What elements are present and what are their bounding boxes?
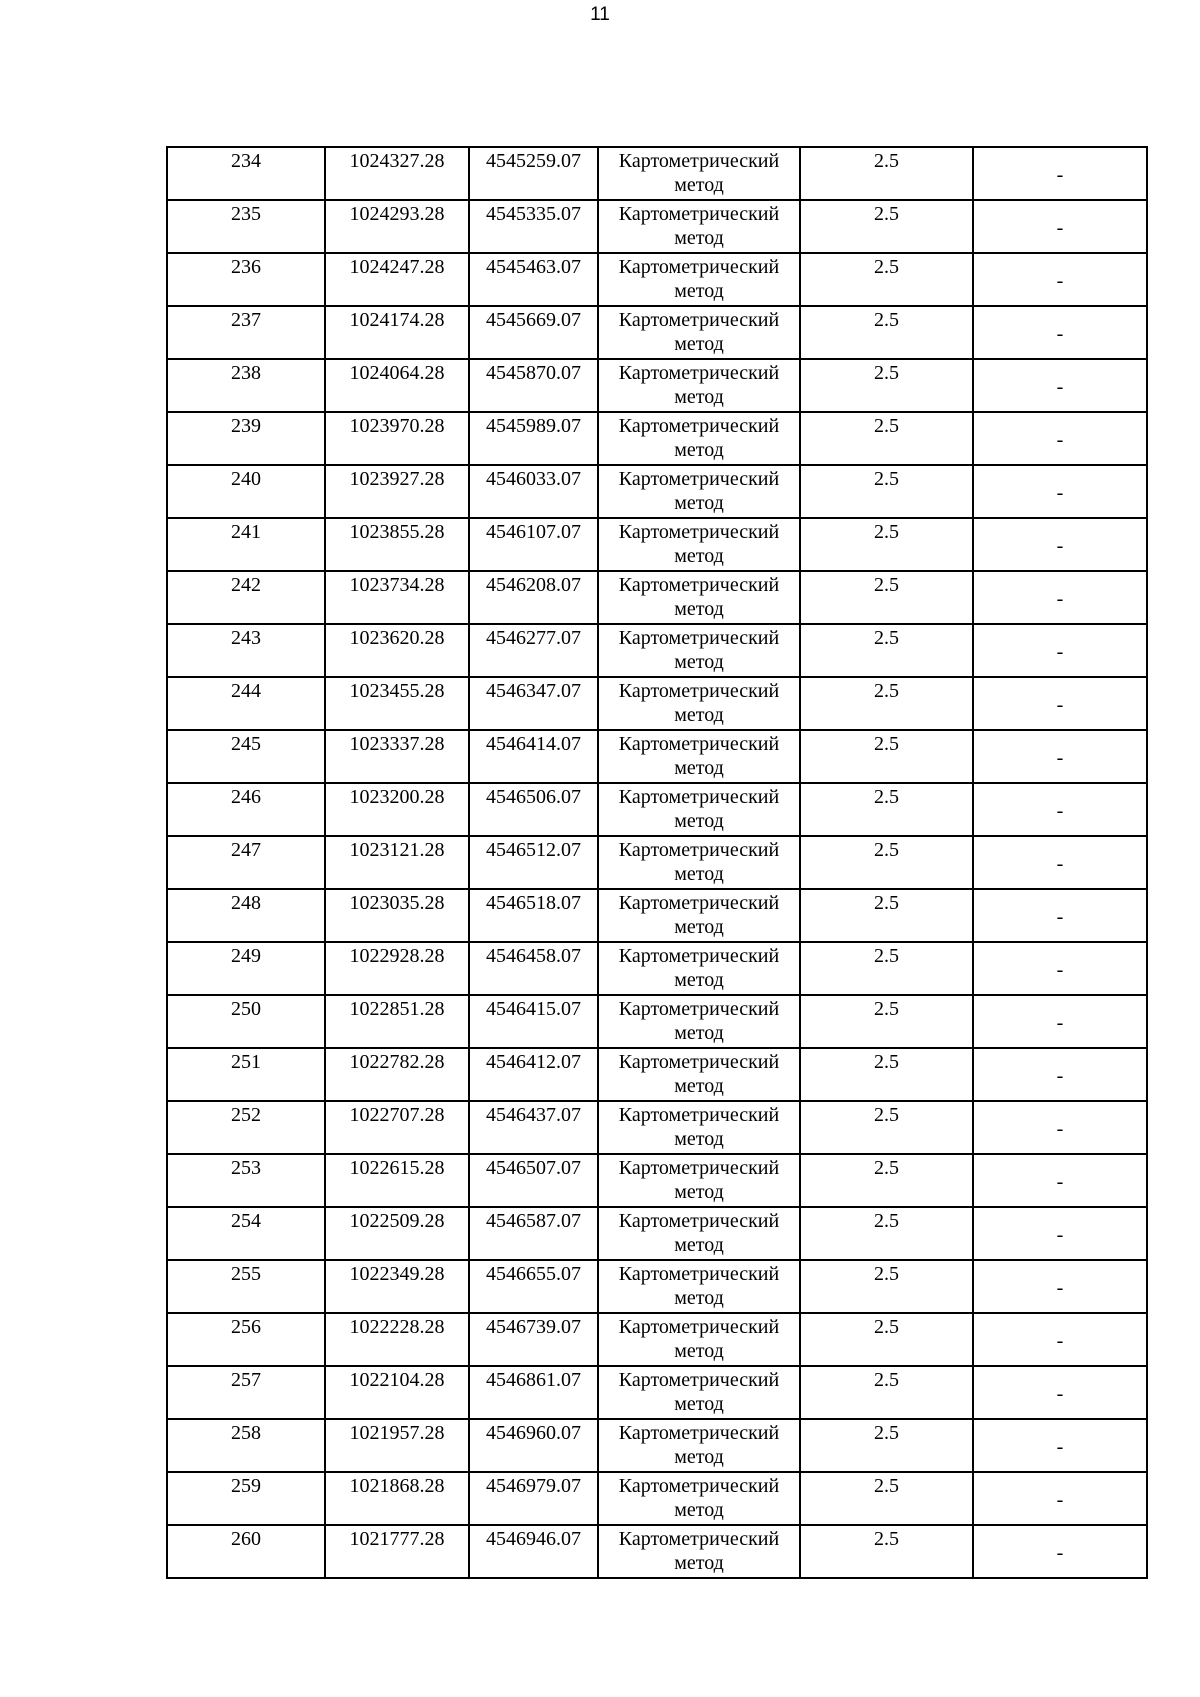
note-cell: -: [973, 1525, 1147, 1578]
note-cell: -: [973, 1313, 1147, 1366]
accuracy-cell: 2.5: [800, 677, 973, 730]
x-coordinate-cell: 1022851.28: [325, 995, 469, 1048]
method-cell: Картометрический метод: [598, 1101, 800, 1154]
point-number-cell: 239: [167, 412, 325, 465]
note-cell: -: [973, 1207, 1147, 1260]
x-coordinate-cell: 1022707.28: [325, 1101, 469, 1154]
point-number-cell: 252: [167, 1101, 325, 1154]
accuracy-cell: 2.5: [800, 1260, 973, 1313]
table-row: [167, 571, 1147, 624]
table-row: [167, 518, 1147, 571]
point-number-cell: 236: [167, 253, 325, 306]
point-number-cell: 240: [167, 465, 325, 518]
note-cell: -: [973, 677, 1147, 730]
table-row: [167, 995, 1147, 1048]
point-number-cell: 235: [167, 200, 325, 253]
point-number-cell: 257: [167, 1366, 325, 1419]
method-cell: Картометрический метод: [598, 677, 800, 730]
method-cell: Картометрический метод: [598, 942, 800, 995]
accuracy-cell: 2.5: [800, 1419, 973, 1472]
method-cell: Картометрический метод: [598, 359, 800, 412]
note-cell: -: [973, 995, 1147, 1048]
table-row: [167, 730, 1147, 783]
x-coordinate-cell: 1022228.28: [325, 1313, 469, 1366]
note-cell: -: [973, 1419, 1147, 1472]
method-cell: Картометрический метод: [598, 412, 800, 465]
table-row: [167, 1048, 1147, 1101]
point-number-cell: 248: [167, 889, 325, 942]
x-coordinate-cell: 1022928.28: [325, 942, 469, 995]
note-cell: -: [973, 200, 1147, 253]
point-number-cell: 241: [167, 518, 325, 571]
accuracy-cell: 2.5: [800, 1366, 973, 1419]
accuracy-cell: 2.5: [800, 1101, 973, 1154]
x-coordinate-cell: 1024293.28: [325, 200, 469, 253]
table-row: [167, 1207, 1147, 1260]
note-cell: -: [973, 1154, 1147, 1207]
accuracy-cell: 2.5: [800, 836, 973, 889]
x-coordinate-cell: 1023121.28: [325, 836, 469, 889]
point-number-cell: 234: [167, 147, 325, 200]
table-row: [167, 359, 1147, 412]
point-number-cell: 249: [167, 942, 325, 995]
method-cell: Картометрический метод: [598, 1154, 800, 1207]
y-coordinate-cell: 4545989.07: [469, 412, 598, 465]
point-number-cell: 251: [167, 1048, 325, 1101]
note-cell: -: [973, 359, 1147, 412]
method-cell: Картометрический метод: [598, 465, 800, 518]
method-cell: Картометрический метод: [598, 147, 800, 200]
method-cell: Картометрический метод: [598, 253, 800, 306]
table-row: [167, 1366, 1147, 1419]
note-cell: -: [973, 889, 1147, 942]
x-coordinate-cell: 1024064.28: [325, 359, 469, 412]
accuracy-cell: 2.5: [800, 1207, 973, 1260]
point-number-cell: 237: [167, 306, 325, 359]
y-coordinate-cell: 4546458.07: [469, 942, 598, 995]
x-coordinate-cell: 1021777.28: [325, 1525, 469, 1578]
accuracy-cell: 2.5: [800, 465, 973, 518]
note-cell: -: [973, 253, 1147, 306]
y-coordinate-cell: 4546277.07: [469, 624, 598, 677]
method-cell: Картометрический метод: [598, 1366, 800, 1419]
page-number: 11: [590, 4, 610, 25]
accuracy-cell: 2.5: [800, 412, 973, 465]
note-cell: -: [973, 783, 1147, 836]
y-coordinate-cell: 4545259.07: [469, 147, 598, 200]
note-cell: -: [973, 465, 1147, 518]
note-cell: -: [973, 412, 1147, 465]
note-cell: -: [973, 942, 1147, 995]
point-number-cell: 255: [167, 1260, 325, 1313]
y-coordinate-cell: 4546347.07: [469, 677, 598, 730]
note-cell: -: [973, 518, 1147, 571]
y-coordinate-cell: 4546208.07: [469, 571, 598, 624]
method-cell: Картометрический метод: [598, 730, 800, 783]
x-coordinate-cell: 1024247.28: [325, 253, 469, 306]
y-coordinate-cell: 4545463.07: [469, 253, 598, 306]
method-cell: Картометрический метод: [598, 836, 800, 889]
accuracy-cell: 2.5: [800, 995, 973, 1048]
note-cell: -: [973, 306, 1147, 359]
y-coordinate-cell: 4546861.07: [469, 1366, 598, 1419]
y-coordinate-cell: 4546414.07: [469, 730, 598, 783]
method-cell: Картометрический метод: [598, 1313, 800, 1366]
x-coordinate-cell: 1021957.28: [325, 1419, 469, 1472]
table-row: [167, 465, 1147, 518]
accuracy-cell: 2.5: [800, 253, 973, 306]
coordinates-table: [166, 146, 1148, 1579]
point-number-cell: 247: [167, 836, 325, 889]
accuracy-cell: 2.5: [800, 1154, 973, 1207]
method-cell: Картометрический метод: [598, 1260, 800, 1313]
y-coordinate-cell: 4546587.07: [469, 1207, 598, 1260]
table-row: [167, 1101, 1147, 1154]
note-cell: -: [973, 571, 1147, 624]
x-coordinate-cell: 1021868.28: [325, 1472, 469, 1525]
note-cell: -: [973, 147, 1147, 200]
y-coordinate-cell: 4546739.07: [469, 1313, 598, 1366]
x-coordinate-cell: 1023200.28: [325, 783, 469, 836]
table-row: [167, 1313, 1147, 1366]
x-coordinate-cell: 1022615.28: [325, 1154, 469, 1207]
note-cell: -: [973, 1101, 1147, 1154]
point-number-cell: 243: [167, 624, 325, 677]
method-cell: Картометрический метод: [598, 783, 800, 836]
table-row: [167, 783, 1147, 836]
method-cell: Картометрический метод: [598, 1419, 800, 1472]
x-coordinate-cell: 1022509.28: [325, 1207, 469, 1260]
method-cell: Картометрический метод: [598, 889, 800, 942]
x-coordinate-cell: 1024174.28: [325, 306, 469, 359]
x-coordinate-cell: 1022104.28: [325, 1366, 469, 1419]
accuracy-cell: 2.5: [800, 889, 973, 942]
point-number-cell: 256: [167, 1313, 325, 1366]
y-coordinate-cell: 4546033.07: [469, 465, 598, 518]
y-coordinate-cell: 4546518.07: [469, 889, 598, 942]
x-coordinate-cell: 1022782.28: [325, 1048, 469, 1101]
accuracy-cell: 2.5: [800, 518, 973, 571]
x-coordinate-cell: 1023337.28: [325, 730, 469, 783]
method-cell: Картометрический метод: [598, 306, 800, 359]
y-coordinate-cell: 4546107.07: [469, 518, 598, 571]
y-coordinate-cell: 4546512.07: [469, 836, 598, 889]
point-number-cell: 260: [167, 1525, 325, 1578]
method-cell: Картометрический метод: [598, 1525, 800, 1578]
accuracy-cell: 2.5: [800, 624, 973, 677]
method-cell: Картометрический метод: [598, 1048, 800, 1101]
table-row: [167, 1260, 1147, 1313]
y-coordinate-cell: 4546655.07: [469, 1260, 598, 1313]
accuracy-cell: 2.5: [800, 1313, 973, 1366]
y-coordinate-cell: 4546437.07: [469, 1101, 598, 1154]
point-number-cell: 254: [167, 1207, 325, 1260]
method-cell: Картометрический метод: [598, 518, 800, 571]
accuracy-cell: 2.5: [800, 1048, 973, 1101]
table-row: [167, 1525, 1147, 1578]
y-coordinate-cell: 4546507.07: [469, 1154, 598, 1207]
method-cell: Картометрический метод: [598, 995, 800, 1048]
accuracy-cell: 2.5: [800, 730, 973, 783]
method-cell: Картометрический метод: [598, 1207, 800, 1260]
accuracy-cell: 2.5: [800, 783, 973, 836]
coordinates-table-body: [167, 147, 1147, 1578]
table-row: [167, 942, 1147, 995]
point-number-cell: 259: [167, 1472, 325, 1525]
accuracy-cell: 2.5: [800, 306, 973, 359]
note-cell: -: [973, 1366, 1147, 1419]
note-cell: -: [973, 624, 1147, 677]
x-coordinate-cell: 1024327.28: [325, 147, 469, 200]
y-coordinate-cell: 4546415.07: [469, 995, 598, 1048]
note-cell: -: [973, 1472, 1147, 1525]
point-number-cell: 244: [167, 677, 325, 730]
x-coordinate-cell: 1023855.28: [325, 518, 469, 571]
table-row: [167, 889, 1147, 942]
accuracy-cell: 2.5: [800, 147, 973, 200]
table-row: [167, 624, 1147, 677]
y-coordinate-cell: 4545335.07: [469, 200, 598, 253]
point-number-cell: 238: [167, 359, 325, 412]
x-coordinate-cell: 1023734.28: [325, 571, 469, 624]
table-row: [167, 677, 1147, 730]
note-cell: -: [973, 730, 1147, 783]
accuracy-cell: 2.5: [800, 942, 973, 995]
accuracy-cell: 2.5: [800, 571, 973, 624]
y-coordinate-cell: 4546979.07: [469, 1472, 598, 1525]
x-coordinate-cell: 1023035.28: [325, 889, 469, 942]
x-coordinate-cell: 1022349.28: [325, 1260, 469, 1313]
table-row: [167, 306, 1147, 359]
note-cell: -: [973, 1260, 1147, 1313]
accuracy-cell: 2.5: [800, 1525, 973, 1578]
table-row: [167, 1154, 1147, 1207]
point-number-cell: 250: [167, 995, 325, 1048]
table-row: [167, 836, 1147, 889]
table-row: [167, 147, 1147, 200]
accuracy-cell: 2.5: [800, 200, 973, 253]
point-number-cell: 242: [167, 571, 325, 624]
point-number-cell: 253: [167, 1154, 325, 1207]
table-row: [167, 200, 1147, 253]
y-coordinate-cell: 4546960.07: [469, 1419, 598, 1472]
point-number-cell: 245: [167, 730, 325, 783]
y-coordinate-cell: 4546412.07: [469, 1048, 598, 1101]
table-row: [167, 1472, 1147, 1525]
x-coordinate-cell: 1023455.28: [325, 677, 469, 730]
point-number-cell: 258: [167, 1419, 325, 1472]
x-coordinate-cell: 1023970.28: [325, 412, 469, 465]
point-number-cell: 246: [167, 783, 325, 836]
table-row: [167, 1419, 1147, 1472]
accuracy-cell: 2.5: [800, 359, 973, 412]
table-row: [167, 253, 1147, 306]
accuracy-cell: 2.5: [800, 1472, 973, 1525]
method-cell: Картометрический метод: [598, 624, 800, 677]
method-cell: Картометрический метод: [598, 200, 800, 253]
y-coordinate-cell: 4545870.07: [469, 359, 598, 412]
y-coordinate-cell: 4546946.07: [469, 1525, 598, 1578]
method-cell: Картометрический метод: [598, 571, 800, 624]
x-coordinate-cell: 1023927.28: [325, 465, 469, 518]
note-cell: -: [973, 836, 1147, 889]
y-coordinate-cell: 4545669.07: [469, 306, 598, 359]
method-cell: Картометрический метод: [598, 1472, 800, 1525]
x-coordinate-cell: 1023620.28: [325, 624, 469, 677]
table-row: [167, 412, 1147, 465]
y-coordinate-cell: 4546506.07: [469, 783, 598, 836]
note-cell: -: [973, 1048, 1147, 1101]
